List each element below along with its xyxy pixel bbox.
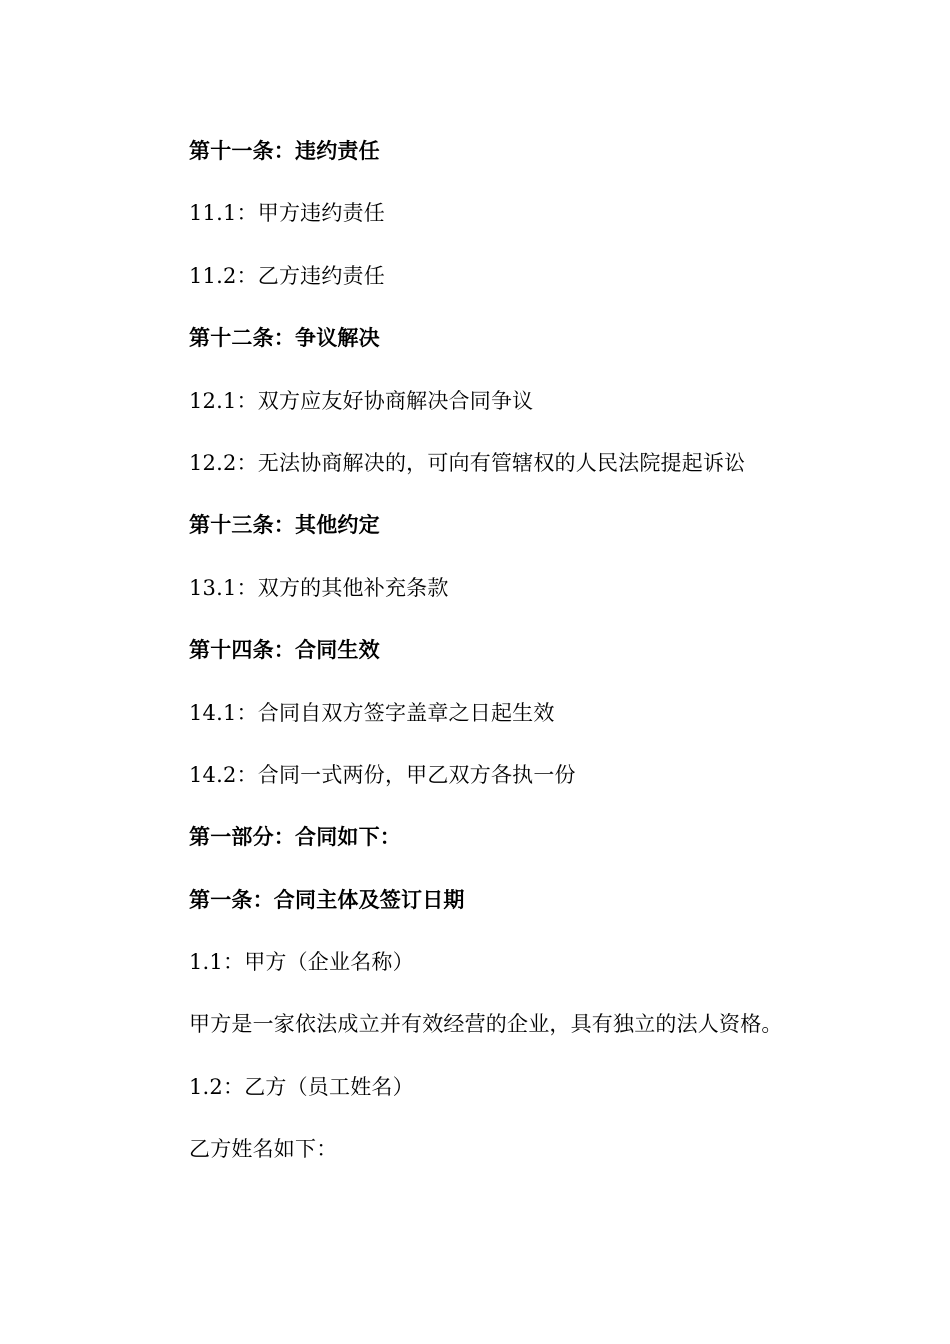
clause-1-2: 1.2：乙方（员工姓名） (189, 1074, 414, 1099)
clause-14-2: 14.2：合同一式两份，甲乙双方各执一份 (189, 762, 576, 787)
article-1-heading: 第一条：合同主体及签订日期 (189, 887, 465, 912)
part-1-heading: 第一部分：合同如下： (189, 825, 401, 850)
clause-13-1: 13.1：双方的其他补充条款 (189, 575, 449, 600)
article-13-heading: 第十三条：其他约定 (189, 513, 380, 538)
clause-1-1: 1.1：甲方（企业名称） (189, 950, 414, 975)
clause-12-2: 12.2：无法协商解决的，可向有管辖权的人民法院提起诉讼 (189, 450, 746, 475)
clause-12-1: 12.1：双方应友好协商解决合同争议 (189, 388, 534, 413)
article-12-heading: 第十二条：争议解决 (189, 326, 380, 351)
document-body (189, 134, 869, 1195)
article-11-heading: 第十一条：违约责任 (189, 139, 380, 163)
clause-14-1: 14.1：合同自双方签字盖章之日起生效 (189, 700, 555, 725)
clause-11-1: 11.1：甲方违约责任 (189, 201, 385, 226)
article-14-heading: 第十四条：合同生效 (189, 638, 380, 663)
party-a-description: 甲方是一家依法成立并有效经营的企业，具有独立的法人资格。 (189, 1012, 783, 1037)
party-b-description: 乙方姓名如下： (189, 1137, 338, 1162)
clause-11-2: 11.2：乙方违约责任 (189, 263, 385, 288)
